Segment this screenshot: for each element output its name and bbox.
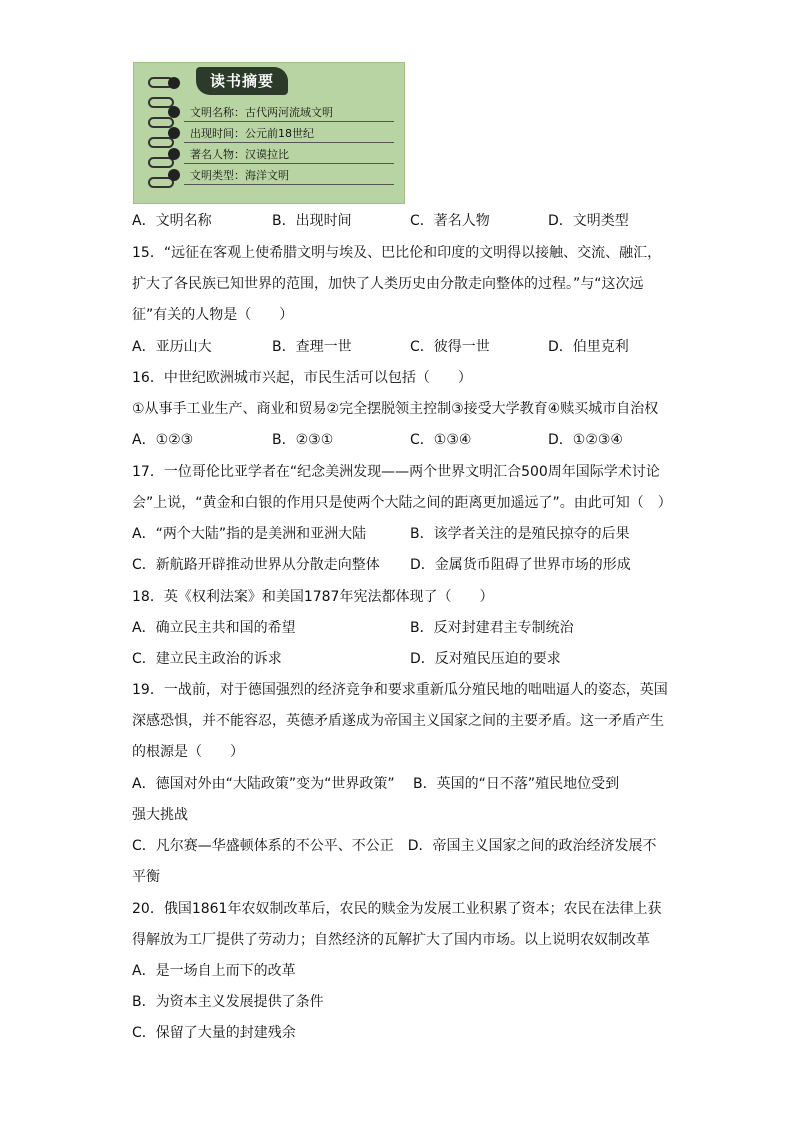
option-d: D．①②③④ — [548, 432, 623, 448]
option-a: A．亚历山大 — [132, 339, 212, 355]
option-d: D．金属货币阻碍了世界市场的形成 — [410, 557, 631, 573]
option-b: B．反对封建君主专制统治 — [410, 620, 574, 636]
question-17-text: 17．一位哥伦比亚学者在“纪念美洲发现——两个世界文明汇合500周年国际学术讨论 — [132, 464, 660, 480]
spiral-ring-icon — [148, 117, 174, 128]
option-c: C．建立民主政治的诉求 — [132, 651, 282, 667]
question-15-text: 扩大了各民族已知世界的范围，加快了人类历史由分散走向整体的过程。”与“这次远 — [132, 276, 644, 292]
bullet-dot-icon — [168, 77, 180, 89]
question-16-text: 16．中世纪欧洲城市兴起，市民生活可以包括（ ） — [132, 370, 472, 386]
notebook-row: 著名人物：汉谟拉比 — [190, 148, 289, 161]
question-19-text: 深感恐惧，并不能容忍，英德矛盾遂成为帝国主义国家之间的主要矛盾。这一矛盾产生 — [132, 713, 664, 729]
option-c: C．①③④ — [410, 432, 472, 448]
divider — [184, 163, 394, 164]
question-17-text: 会”上说，“黄金和白银的作用只是使两个大陆之间的距离更加遥远了”。由此可知（ ） — [132, 495, 672, 511]
option-b: B．为资本主义发展提供了条件 — [132, 994, 324, 1010]
bullet-dot-icon — [168, 148, 180, 160]
option-a: A．确立民主共和国的希望 — [132, 620, 296, 636]
option-b-continued: 强大挑战 — [132, 807, 188, 823]
notebook-row: 文明类型：海洋文明 — [190, 169, 289, 182]
option-c: C．新航路开辟推动世界从分散走向整体 — [132, 557, 380, 573]
option-b: B．②③① — [272, 432, 334, 448]
option-c: C．著名人物 — [410, 213, 490, 229]
option-d: D．伯里克利 — [548, 339, 629, 355]
question-15-text: 15．“远征在客观上使希腊文明与埃及、巴比伦和印度的文明得以接触、交流、融汇， — [132, 245, 662, 261]
option-b: B．出现时间 — [272, 213, 352, 229]
bullet-dot-icon — [168, 169, 180, 181]
option-d: D．反对殖民压迫的要求 — [410, 651, 561, 667]
option-a: A．①②③ — [132, 432, 194, 448]
option-c-d: C．凡尔赛—华盛顿体系的不公平、不公正 D．帝国主义国家之间的政治经济发展不 — [132, 838, 657, 854]
bullet-dot-icon — [168, 127, 180, 139]
notebook-row: 文明名称：古代两河流域文明 — [190, 106, 333, 119]
option-d: D．文明类型 — [548, 213, 629, 229]
option-a: A．是一场自上而下的改革 — [132, 963, 296, 979]
option-a: A．“两个大陆”指的是美洲和亚洲大陆 — [132, 526, 367, 542]
divider — [184, 121, 394, 122]
question-19-text: 的根源是（ ） — [132, 744, 244, 760]
bullet-dot-icon — [168, 106, 180, 118]
option-b: B．查理一世 — [272, 339, 352, 355]
question-16-text: ①从事手工业生产、商业和贸易②完全摆脱领主控制③接受大学教育④赎买城市自治权 — [132, 401, 659, 417]
notebook-row: 出现时间：公元前18世纪 — [190, 127, 314, 140]
question-15-text: 征”有关的人物是（ ） — [132, 307, 294, 323]
question-18-text: 18．英《权利法案》和美国1787年宪法都体现了（ ） — [132, 589, 494, 605]
reading-notes-image — [133, 62, 405, 204]
question-20-text: 得解放为工厂提供了劳动力；自然经济的瓦解扩大了国内市场。以上说明农奴制改革 — [132, 932, 650, 948]
divider — [184, 142, 394, 143]
option-a-b: A．德国对外由“大陆政策”变为“世界政策” B．英国的“日不落”殖民地位受到 — [132, 776, 620, 792]
divider — [184, 184, 394, 185]
question-20-text: 20．俄国1861年农奴制改革后，农民的赎金为发展工业积累了资本；农民在法律上获 — [132, 901, 662, 917]
option-c: C．保留了大量的封建残余 — [132, 1025, 296, 1041]
option-b: B．该学者关注的是殖民掠夺的后果 — [410, 526, 630, 542]
question-19-text: 19．一战前，对于德国强烈的经济竞争和要求重新瓜分殖民地的咄咄逼人的姿态，英国 — [132, 682, 668, 698]
spiral-ring-icon — [148, 137, 174, 148]
option-a: A．文明名称 — [132, 213, 212, 229]
option-c: C．彼得一世 — [410, 339, 490, 355]
notebook-title: 读书摘要 — [196, 67, 288, 95]
option-d-continued: 平衡 — [132, 869, 160, 885]
